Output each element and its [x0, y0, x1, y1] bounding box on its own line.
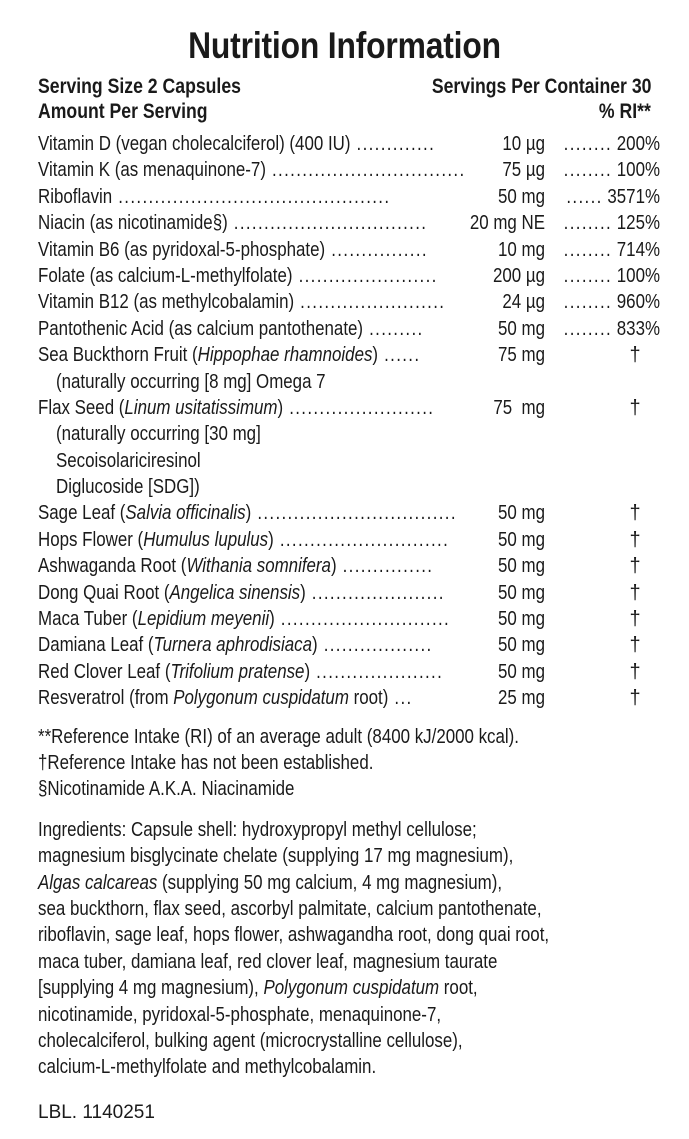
latin-name: Algas calcareas	[38, 871, 158, 894]
nutrient-row	[38, 157, 660, 183]
nutrient-name: Vitamin K (as menaquinone-7) ................................	[38, 159, 466, 182]
botanical-subline	[38, 369, 651, 395]
nutrient-percent-ri: ...... 3571%	[566, 185, 660, 208]
dot-leader: ................	[325, 238, 428, 261]
botanical-row	[38, 527, 651, 553]
dot-leader: ...............	[336, 555, 434, 578]
dagger-symbol: †	[629, 344, 641, 367]
ingredients-line-text: magnesium bisglycinate chelate (supplying 17 mg magnesium),	[38, 845, 514, 868]
dot-leader: ................................	[265, 159, 466, 182]
label-code: LBL. 1140251	[38, 1101, 155, 1123]
botanical-name: Resveratrol (from Polygonum cuspidatum root) ...	[38, 687, 413, 710]
botanical-name: Sea Buckthorn Fruit (Hippophae rhamnoides) ......	[38, 344, 421, 367]
nutrient-name: Pantothenic Acid (as calcium pantothenate) .........	[38, 317, 424, 340]
ingredients-line	[38, 949, 651, 975]
ingredients-line-text: Algas calcareas (supplying 50 mg calcium, 4 mg magnesium),	[38, 871, 503, 894]
botanical-amount: 50 mg	[498, 608, 545, 631]
nutrient-amount: 20 mg NE	[469, 212, 545, 235]
botanical-row	[38, 580, 651, 606]
dot-leader: .......................	[292, 264, 438, 287]
botanical-name: Dong Quai Root (Angelica sinensis) ......................	[38, 581, 445, 604]
ingredients-line-text: cholecalciferol, bulking agent (microcrystalline cellulose),	[38, 1030, 463, 1053]
botanical-name: Hops Flower (Humulus lupulus) ............................	[38, 528, 450, 551]
latin-name: Trifolium pratense	[170, 660, 305, 683]
dagger-symbol: †	[629, 581, 641, 604]
nutrient-name: Niacin (as nicotinamide§) ................................	[38, 212, 428, 235]
botanical-row	[38, 632, 651, 658]
ingredients-line-text: riboflavin, sage leaf, hops flower, ashwagandha root, dong quai root,	[38, 924, 550, 947]
botanical-amount: 50 mg	[498, 581, 545, 604]
botanical-amount: 50 mg	[498, 528, 545, 551]
dot-leader: ........	[563, 264, 613, 287]
dagger-symbol: †	[629, 608, 641, 631]
botanical-row	[38, 606, 651, 632]
nutrient-amount: 75 µg	[502, 159, 545, 182]
ingredients-line	[38, 817, 651, 843]
nutrient-percent-ri: ........ 714%	[563, 238, 660, 261]
nutrient-name: Folate (as calcium-L-methylfolate) .......................	[38, 264, 438, 287]
dot-leader: ........	[563, 133, 613, 155]
nutrient-amount: 10 mg	[498, 238, 545, 261]
ingredients-line	[38, 870, 651, 896]
dagger-symbol: †	[629, 634, 641, 657]
botanical-subline	[38, 421, 651, 447]
ingredients-line-text: sea buckthorn, flax seed, ascorbyl palmitate, calcium pantothenate,	[38, 898, 542, 921]
nutrient-row	[38, 210, 660, 236]
footnote-line	[38, 750, 651, 776]
nutrient-amount: 50 mg	[498, 185, 545, 208]
botanical-name: Damiana Leaf (Turnera aphrodisiaca) ..................	[38, 634, 433, 657]
latin-name: Lepidium meyenii	[137, 608, 270, 631]
nutrient-name: Riboflavin .............................................	[38, 185, 391, 208]
dot-leader: ......	[566, 185, 603, 208]
botanical-amount: 75 mg	[493, 396, 545, 419]
nutrient-amount: 200 µg	[492, 264, 545, 287]
dot-leader: ........	[563, 212, 613, 235]
dot-leader: ........	[563, 238, 613, 261]
dot-leader: ........	[563, 291, 613, 314]
latin-name: Withania somnifera	[186, 555, 331, 578]
botanical-subline	[38, 448, 651, 474]
latin-name: Salvia officinalis	[125, 502, 246, 525]
nutrient-name: Vitamin B12 (as methylcobalamin) ........................	[38, 291, 446, 314]
nutrient-percent-ri: ........ 100%	[563, 264, 660, 287]
dagger-symbol: †	[629, 555, 641, 578]
ingredients-line	[38, 1054, 651, 1080]
nutrient-row	[38, 289, 660, 315]
dot-leader: ............................	[273, 528, 450, 551]
botanical-amount: 50 mg	[498, 634, 545, 657]
botanical-name: Flax Seed (Linum usitatissimum) ........................	[38, 396, 435, 419]
footnote-text: †Reference Intake has not been established.	[38, 752, 374, 774]
dot-leader: .............	[350, 133, 436, 155]
nutrient-percent-ri: ........ 960%	[563, 291, 660, 314]
footnote-line	[38, 724, 651, 750]
latin-name: Polygonum cuspidatum	[173, 687, 349, 710]
ingredients-line	[38, 1028, 651, 1054]
page-title: Nutrition Information	[188, 25, 501, 66]
nutrient-name: Vitamin D (vegan cholecalciferol) (400 IU) .............	[38, 133, 436, 155]
dot-leader: ..................	[317, 634, 433, 657]
amount-per-serving-label: Amount Per Serving	[38, 100, 208, 123]
dot-leader: ........................	[294, 291, 446, 314]
botanical-row	[38, 553, 651, 579]
dot-leader: ........................	[283, 396, 435, 419]
botanical-name: Maca Tuber (Lepidium meyenii) ............................	[38, 608, 451, 631]
latin-name: Angelica sinensis	[169, 581, 301, 604]
ingredients-line	[38, 922, 651, 948]
dagger-symbol: †	[629, 396, 641, 419]
dot-leader: .........	[363, 317, 424, 340]
botanical-row	[38, 342, 651, 368]
dot-leader: ...	[388, 687, 413, 710]
serving-size-row	[38, 74, 651, 99]
botanical-amount: 50 mg	[498, 660, 545, 683]
nutrient-percent-ri: ........ 833%	[563, 317, 660, 340]
nutrient-name: Vitamin B6 (as pyridoxal-5-phosphate) ................	[38, 238, 428, 261]
dot-leader: ......	[378, 344, 421, 367]
nutrient-percent-ri: ........ 200%	[563, 133, 660, 155]
dagger-symbol: †	[629, 528, 641, 551]
nutrient-percent-ri: ........ 125%	[563, 212, 660, 235]
nutrient-row	[38, 184, 660, 210]
nutrient-list	[38, 131, 660, 712]
botanical-amount: 75 mg	[498, 344, 545, 367]
ingredients-line-text: calcium-L-methylfolate and methylcobalamin.	[38, 1056, 377, 1079]
botanical-amount: 50 mg	[498, 555, 545, 578]
latin-name: Humulus lupulus	[143, 528, 269, 551]
nutrient-amount: 10 µg	[502, 133, 545, 155]
dot-leader: ................................	[227, 212, 428, 235]
nutrient-row	[38, 131, 660, 157]
botanical-subline	[38, 474, 651, 500]
latin-name: Linum usitatissimum	[124, 396, 278, 419]
botanical-name: Red Clover Leaf (Trifolium pratense) .....................	[38, 660, 444, 683]
servings-per-container-label: Servings Per Container 30	[431, 75, 651, 98]
botanical-name: Ashwaganda Root (Withania somnifera) ...............	[38, 555, 434, 578]
latin-name: Turnera aphrodisiaca	[153, 634, 313, 657]
botanical-amount: 25 mg	[498, 687, 545, 710]
nutrient-row	[38, 316, 660, 342]
dagger-symbol: †	[629, 687, 641, 710]
dagger-symbol: †	[629, 660, 641, 683]
botanical-row	[38, 500, 651, 526]
footnote-text: **Reference Intake (RI) of an average adult (8400 kJ/2000 kcal).	[38, 725, 519, 748]
ingredients-line	[38, 896, 651, 922]
footnote-list	[38, 724, 651, 803]
serving-size-label: Serving Size 2 Capsules	[38, 75, 241, 98]
amount-per-serving-row	[38, 99, 651, 124]
dot-leader: ........	[563, 159, 613, 182]
botanical-row	[38, 395, 651, 421]
ingredients-line-text: nicotinamide, pyridoxal-5-phosphate, menaquinone-7,	[38, 1003, 442, 1026]
nutrient-row	[38, 263, 660, 289]
dot-leader: ........	[563, 317, 613, 340]
nutrient-amount: 50 mg	[498, 317, 545, 340]
ingredients-line-text: [supplying 4 mg magnesium), Polygonum cuspidatum root,	[38, 977, 478, 1000]
nutrient-percent-ri: ........ 100%	[563, 159, 660, 182]
dagger-symbol: †	[629, 502, 641, 525]
botanical-row	[38, 685, 651, 711]
botanical-amount: 50 mg	[498, 502, 545, 525]
botanical-subline-text: (naturally occurring [30 mg]	[56, 423, 261, 446]
botanical-subline-text: (naturally occurring [8 mg] Omega 7	[56, 370, 326, 393]
footnote-text: §Nicotinamide A.K.A. Niacinamide	[38, 778, 295, 801]
ingredients-line	[38, 1002, 651, 1028]
dot-leader: .................................	[251, 502, 457, 525]
footnote-line	[38, 776, 651, 802]
nutrient-amount: 24 µg	[502, 291, 545, 314]
serving-header	[38, 74, 651, 124]
dot-leader: .....................	[310, 660, 444, 683]
dot-leader: .............................................	[112, 185, 391, 208]
ingredients-line-text: Ingredients: Capsule shell: hydroxypropyl methyl cellulose;	[38, 818, 477, 841]
dot-leader: ............................	[274, 608, 451, 631]
ingredients-line	[38, 843, 651, 869]
ingredients-line	[38, 975, 651, 1001]
dot-leader: ......................	[305, 581, 445, 604]
botanical-subline-text: Diglucoside [SDG])	[56, 476, 200, 499]
ingredients-block	[38, 817, 651, 1081]
botanical-row	[38, 659, 651, 685]
botanical-name: Sage Leaf (Salvia officinalis) .................................	[38, 502, 457, 525]
latin-name: Polygonum cuspidatum	[263, 977, 440, 1000]
latin-name: Hippophae rhamnoides	[197, 344, 373, 367]
ingredients-line-text: maca tuber, damiana leaf, red clover leaf, magnesium taurate	[38, 950, 498, 973]
percent-ri-label: % RI**	[599, 100, 651, 123]
botanical-subline-text: Secoisolariciresinol	[56, 449, 201, 472]
nutrient-row	[38, 237, 660, 263]
